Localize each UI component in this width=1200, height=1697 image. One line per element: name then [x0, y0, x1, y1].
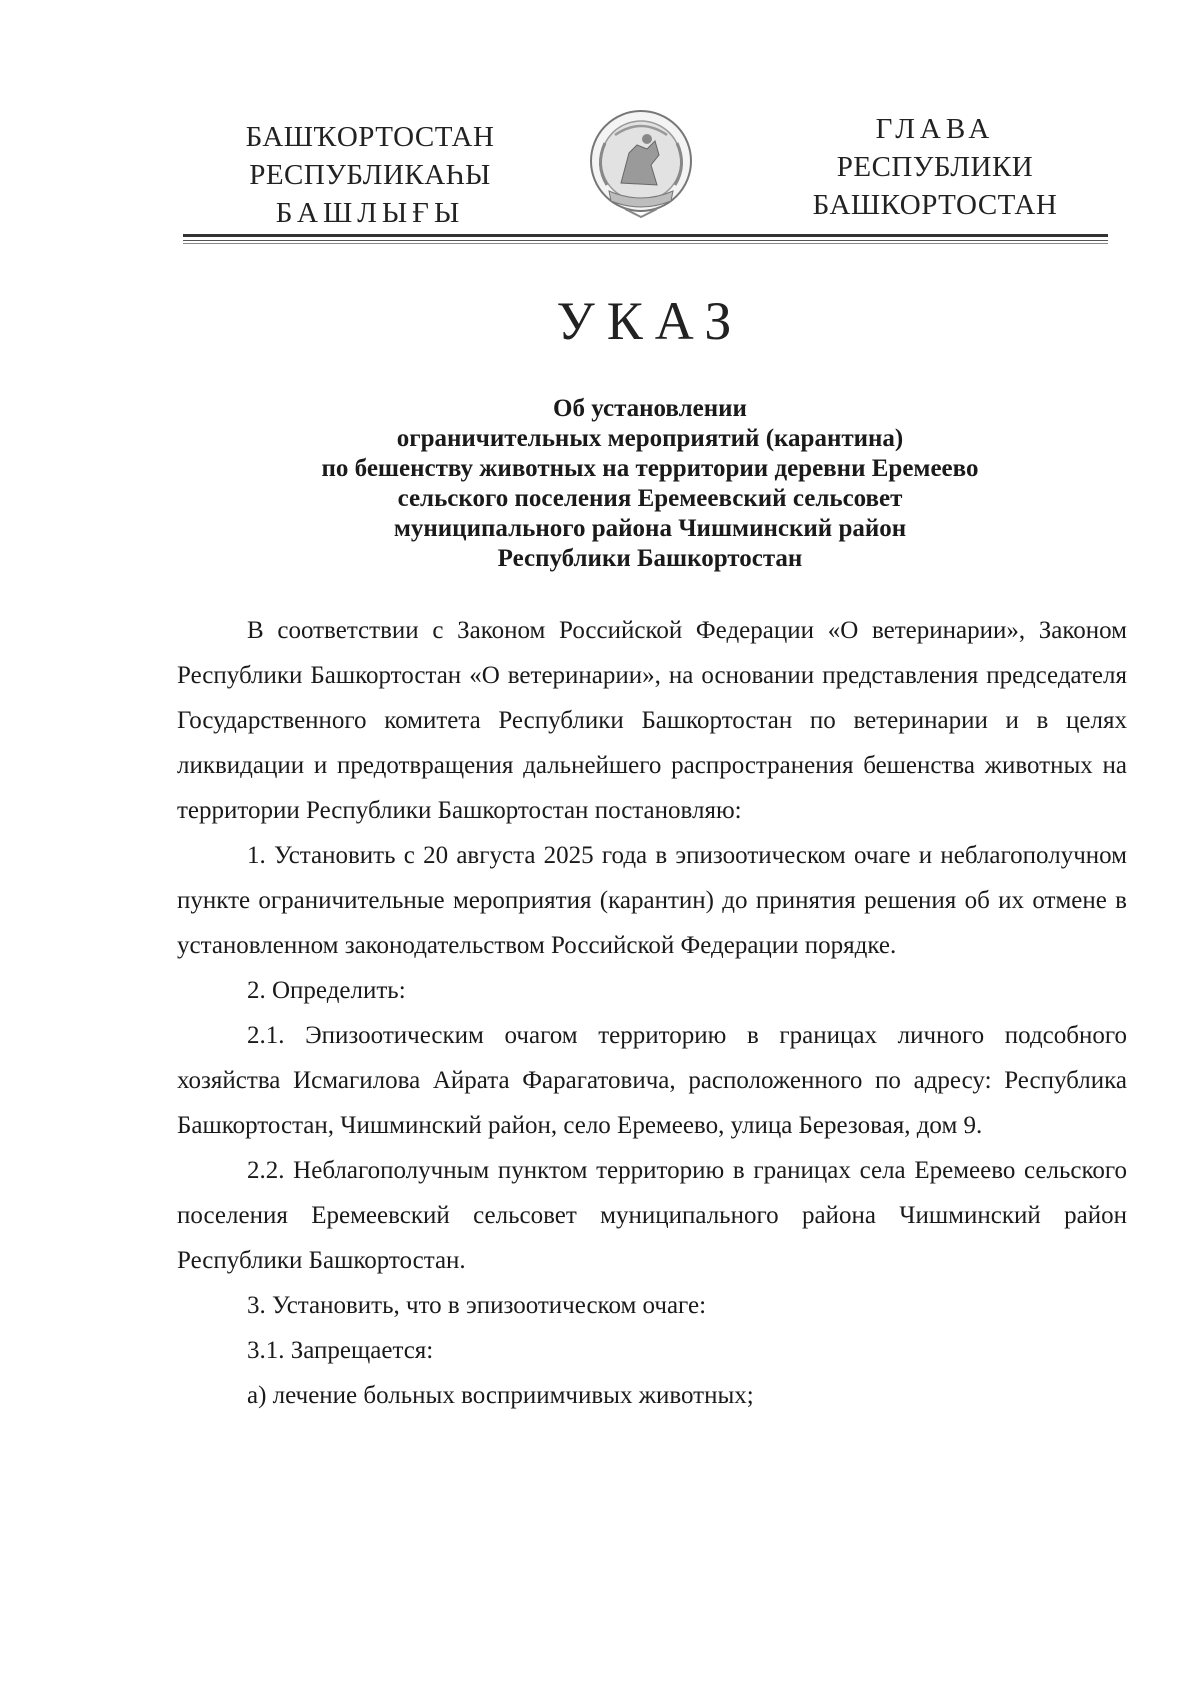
header-divider: [183, 234, 1108, 237]
clause-3-1-a: а) лечение больных восприимчивых животных;: [247, 1382, 754, 1409]
decree-title: [250, 394, 1050, 574]
decree-body: [177, 608, 1127, 1418]
header-bashkir: [215, 118, 525, 232]
title-line: Об установлении: [553, 395, 747, 422]
title-line: сельского поселения Еремеевский сельсовет: [397, 485, 903, 512]
header-divider-thin: [183, 240, 1108, 241]
preamble-paragraph: В соответствии с Законом Российской Федерации «О ветеринарии», Законом Республики Башкортостан «О ветеринарии», на основании представления председателя Государственного комитета Республики Башкортостан по ветеринарии и в целях ликвидации и предотвращения дальнейшего распространения бешенства животных на территории Республики Башкортостан постановляю:: [177, 617, 1127, 824]
title-line: муниципального района Чишминский район: [393, 515, 907, 542]
title-line: по бешенству животных на территории деревни Еремеево: [321, 455, 979, 482]
header-right-line-2: РЕСПУБЛИКИ: [836, 151, 1034, 183]
header-right-line-1: ГЛАВА: [875, 113, 995, 145]
header-left-line-3: БАШЛЫҒЫ: [275, 197, 465, 229]
title-line: ограничительных мероприятий (карантина): [396, 425, 904, 452]
title-line: Республики Башкортостан: [497, 545, 803, 572]
clause-2-1: 2.1. Эпизоотическим очагом территорию в границах личного подсобного хозяйства Исмагилова Айрата Фарагатовича, расположенного по адресу: Республика Башкортостан, Чишминский район, село Еремеево, улица Березовая, дом 9.: [177, 1022, 1127, 1139]
header-left-line-1: БАШҠОРТОСТАН: [245, 121, 495, 153]
clause-2: 2. Определить:: [247, 977, 406, 1004]
clause-2-2: 2.2. Неблагополучным пунктом территорию в границах села Еремеево сельского поселения Еремеевский сельсовет муниципального района Чишминский район Республики Башкортостан.: [177, 1157, 1127, 1274]
coat-of-arms-icon: [585, 105, 697, 223]
header-left-line-2: РЕСПУБЛИКАҺЫ: [249, 159, 491, 191]
header-right-line-3: БАШКОРТОСТАН: [812, 189, 1058, 221]
clause-3-1: 3.1. Запрещается:: [247, 1337, 434, 1364]
clause-1: 1. Установить с 20 августа 2025 года в эпизоотическом очаге и неблагополучном пункте ограничительные мероприятия (карантин) до принятия решения об их отмене в установленном законодательством Российской Федерации порядке.: [177, 842, 1127, 959]
header-russian: [770, 110, 1100, 224]
clause-3: 3. Установить, что в эпизоотическом очаге:: [247, 1292, 707, 1319]
document-type: УКАЗ: [556, 291, 744, 351]
header-divider-thin-2: [183, 243, 1108, 244]
